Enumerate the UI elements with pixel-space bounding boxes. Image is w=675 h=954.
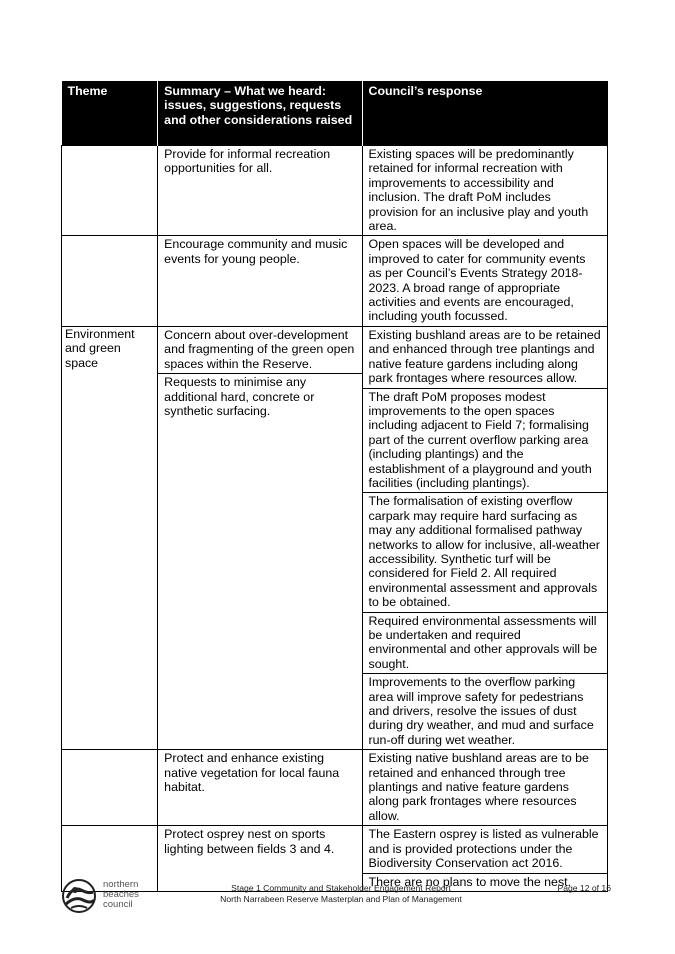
council-logo-text — [103, 880, 139, 910]
response-cell — [362, 236, 607, 326]
table-row — [62, 750, 608, 826]
summary-cell — [158, 236, 362, 326]
response-cell — [362, 750, 607, 826]
summary-cell — [158, 146, 362, 236]
summary-cell — [158, 750, 362, 826]
response-cell — [362, 326, 607, 749]
logo-word-northern: northern — [103, 879, 139, 890]
footer-report-title: Stage 1 Community and Stakeholder Engagement Report — [231, 883, 451, 893]
response-paragraph: Existing bushland areas are to be retained and enhanced through tree plantings and native feature gardens including along park frontages where resources allow. — [368, 327, 601, 386]
summary-paragraph: Provide for informal recreation opportunities for all. — [164, 147, 331, 176]
table-row — [62, 236, 608, 326]
table-row — [62, 326, 608, 749]
theme-cell: Environment and green space — [62, 326, 158, 749]
table-header-row — [62, 81, 608, 146]
header-summary: Summary – What we heard: issues, suggestions, requests and other considerations raised — [158, 81, 362, 146]
response-paragraph: The Eastern osprey is listed as vulnerable and is provided protections under the Biodiversity Conservation act 2016. — [368, 827, 599, 871]
theme-cell — [62, 236, 158, 326]
response-paragraph: Existing spaces will be predominantly retained for informal recreation with improvements to accessibility and inclusion. The draft PoM includes provision for an inclusive play and youth area. — [368, 147, 589, 234]
response-paragraph: Existing native bushland areas are to be retained and enhanced through tree plantings and native feature gardens along park frontages where resources allow. — [368, 751, 589, 823]
response-paragraph: Improvements to the overflow parking area will improve safety for pedestrians and drivers, resolve the issues of dust during dry weather, and mud and surface run-off during wet weather. — [363, 673, 607, 749]
summary-paragraph: Protect osprey nest on sports lighting between fields 3 and 4. — [164, 827, 335, 856]
header-response: Council’s response — [362, 81, 607, 146]
logo-word-beaches: beaches — [103, 889, 139, 900]
response-paragraph: The draft PoM proposes modest improvements to the open spaces including adjacent to Field 7; formalising part of the current overflow parking area (including plantings) and the establishment of a playground and youth facilities (including plantings). — [363, 388, 607, 493]
table-row — [62, 146, 608, 236]
summary-paragraph: Requests to minimise any additional hard, concrete or synthetic surfacing. — [158, 373, 361, 420]
theme-cell — [62, 750, 158, 826]
footer-report-subtitle: North Narrabeen Reserve Masterplan and Plan of Management — [220, 894, 462, 904]
summary-paragraph: Protect and enhance existing native vegetation for local fauna habitat. — [164, 751, 340, 795]
footer-report-info — [191, 883, 491, 905]
page-footer — [61, 878, 611, 914]
engagement-table — [61, 81, 608, 892]
summary-paragraph: Encourage community and music events for young people. — [164, 237, 348, 266]
response-paragraph: The formalisation of existing overflow carpark may require hard surfacing as may any additional formalised pathway networks to allow for inclusive, all-weather accessibility. Synthetic turf will be considered for Field 2. All required environmental assessment and approvals to be obtained. — [363, 492, 607, 611]
theme-cell — [62, 146, 158, 236]
header-theme: Theme — [62, 81, 158, 146]
response-paragraph: Required environmental assessments will be undertaken and required environmental and other approvals will be sought. — [363, 612, 607, 674]
logo-word-council: council — [103, 899, 133, 910]
summary-cell — [158, 326, 362, 749]
summary-paragraph: Concern about over-development and fragmenting of the green open spaces within the Reserve. — [164, 327, 355, 371]
response-paragraph: There are no plans to move the nest. — [363, 873, 607, 891]
response-cell — [362, 146, 607, 236]
footer-page-number: Page 12 of 16 — [557, 883, 611, 893]
council-logo-icon — [61, 878, 97, 914]
response-paragraph: Open spaces will be developed and improved to cater for community events as per Council’s Events Strategy 2018-2023. A broad range of appropriate activities and events are encouraged, including youth focussed. — [368, 237, 586, 324]
